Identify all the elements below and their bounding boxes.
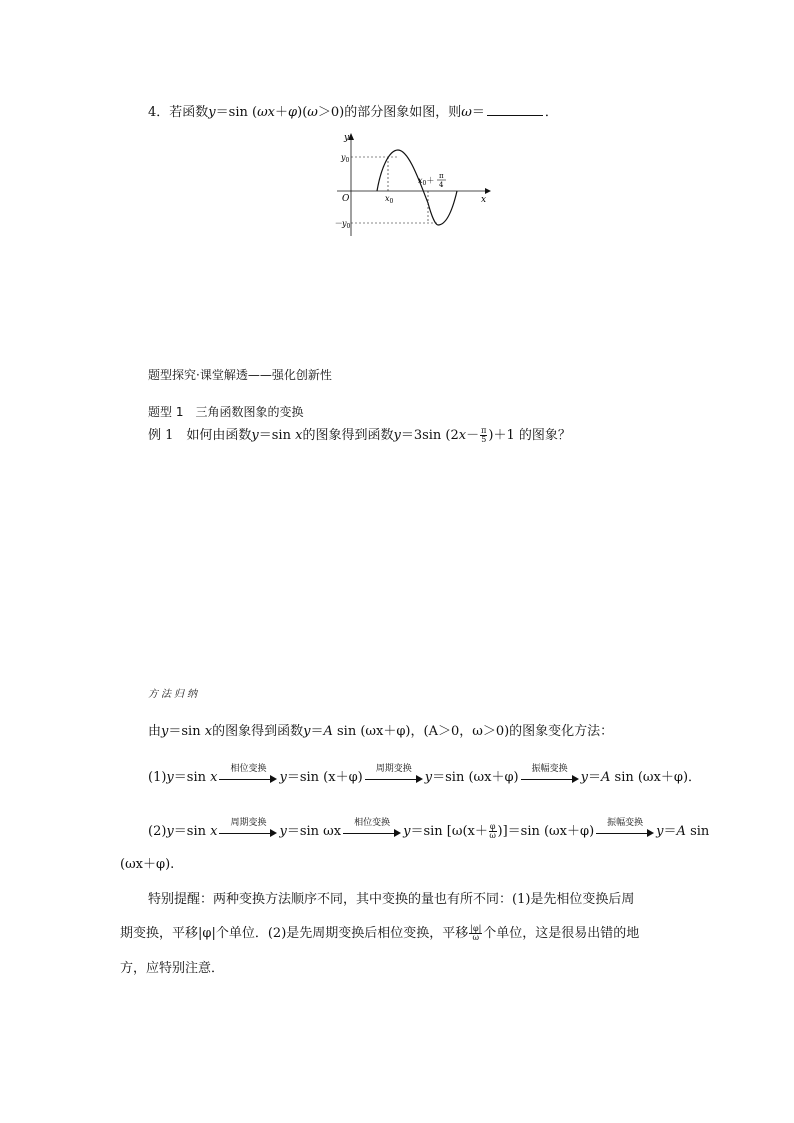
x0-label: $x_0$ <box>385 194 394 205</box>
phase-shift-arrow-icon: 相位变换 <box>219 771 277 785</box>
four-label: 4 <box>439 181 444 189</box>
method-intro: 由y＝sin x的图象得到函数y＝A sin (ωx＋φ)，(A＞0，ω＞0)的图象变化方法： <box>148 724 614 739</box>
amplitude-change-arrow-icon: 振幅变换 <box>521 771 579 785</box>
method-summary-tag: 方法归纳 <box>148 689 200 700</box>
note-line-1: 特别提醒：两种变换方法顺序不同，其中变换的量也有所不同：(1)是先相位变换后周 <box>148 892 635 907</box>
x-axis-arrow-icon <box>485 188 491 194</box>
example-1: 例 1 如何由函数y＝sin x的图象得到函数y＝3sin (2x－ $\frac{\pi}{5}$ )＋1 的图象？ <box>148 426 571 444</box>
question-4: 4．若函数y＝sin (ωx＋φ)(ω＞0)的部分图象如图，则ω＝ ． <box>148 105 558 120</box>
type-1-heading: 题型 1 三角函数图象的变换 <box>148 405 304 419</box>
method-line-2: (2)y＝sin x 周期变换 y＝sin ωx 相位变换 y＝sin [ω(x＋ $\frac{\varphi}{\omega}$ )]＝sin (ωx＋φ) 振幅变换 y＝A sin <box>148 817 710 840</box>
method-line-2-cont: (ωx＋φ). <box>120 857 175 872</box>
neg-y0-label: $-y_0$ <box>334 219 351 230</box>
x-axis-label: x <box>481 195 487 205</box>
period-change-arrow-icon: 周期变换 <box>365 771 423 785</box>
method-line-1: (1)y＝sin x 相位变换 y＝sin (x＋φ) 周期变换 y＝sin (ωx＋φ) 振幅变换 y＝A sin (ωx＋φ)． <box>148 763 702 785</box>
answer-blank[interactable] <box>487 103 543 116</box>
phase-shift-arrow-icon: 相位变换 <box>343 825 401 839</box>
amplitude-change-arrow-icon: 振幅变换 <box>596 825 654 839</box>
note-line-3: 方，应特别注意． <box>120 961 225 976</box>
x0-plus-pi4-label: $x_0+$ <box>418 176 435 187</box>
pi-label: π <box>439 172 444 180</box>
section-title: 题型探究·课堂解透——强化创新性 <box>148 368 332 382</box>
sine-curve <box>377 150 457 225</box>
y-axis-label: y <box>344 133 350 143</box>
period-change-arrow-icon: 周期变换 <box>219 825 277 839</box>
note-line-2: 期变换，平移|φ|个单位．(2)是先周期变换后相位变换，平移 $\frac{|\varphi|}{\omega}$ 个单位，这是很易出错的地 <box>120 924 640 942</box>
y0-label: $y_0$ <box>341 153 350 164</box>
sine-graph-figure <box>325 128 495 238</box>
origin-label: O <box>342 194 350 204</box>
